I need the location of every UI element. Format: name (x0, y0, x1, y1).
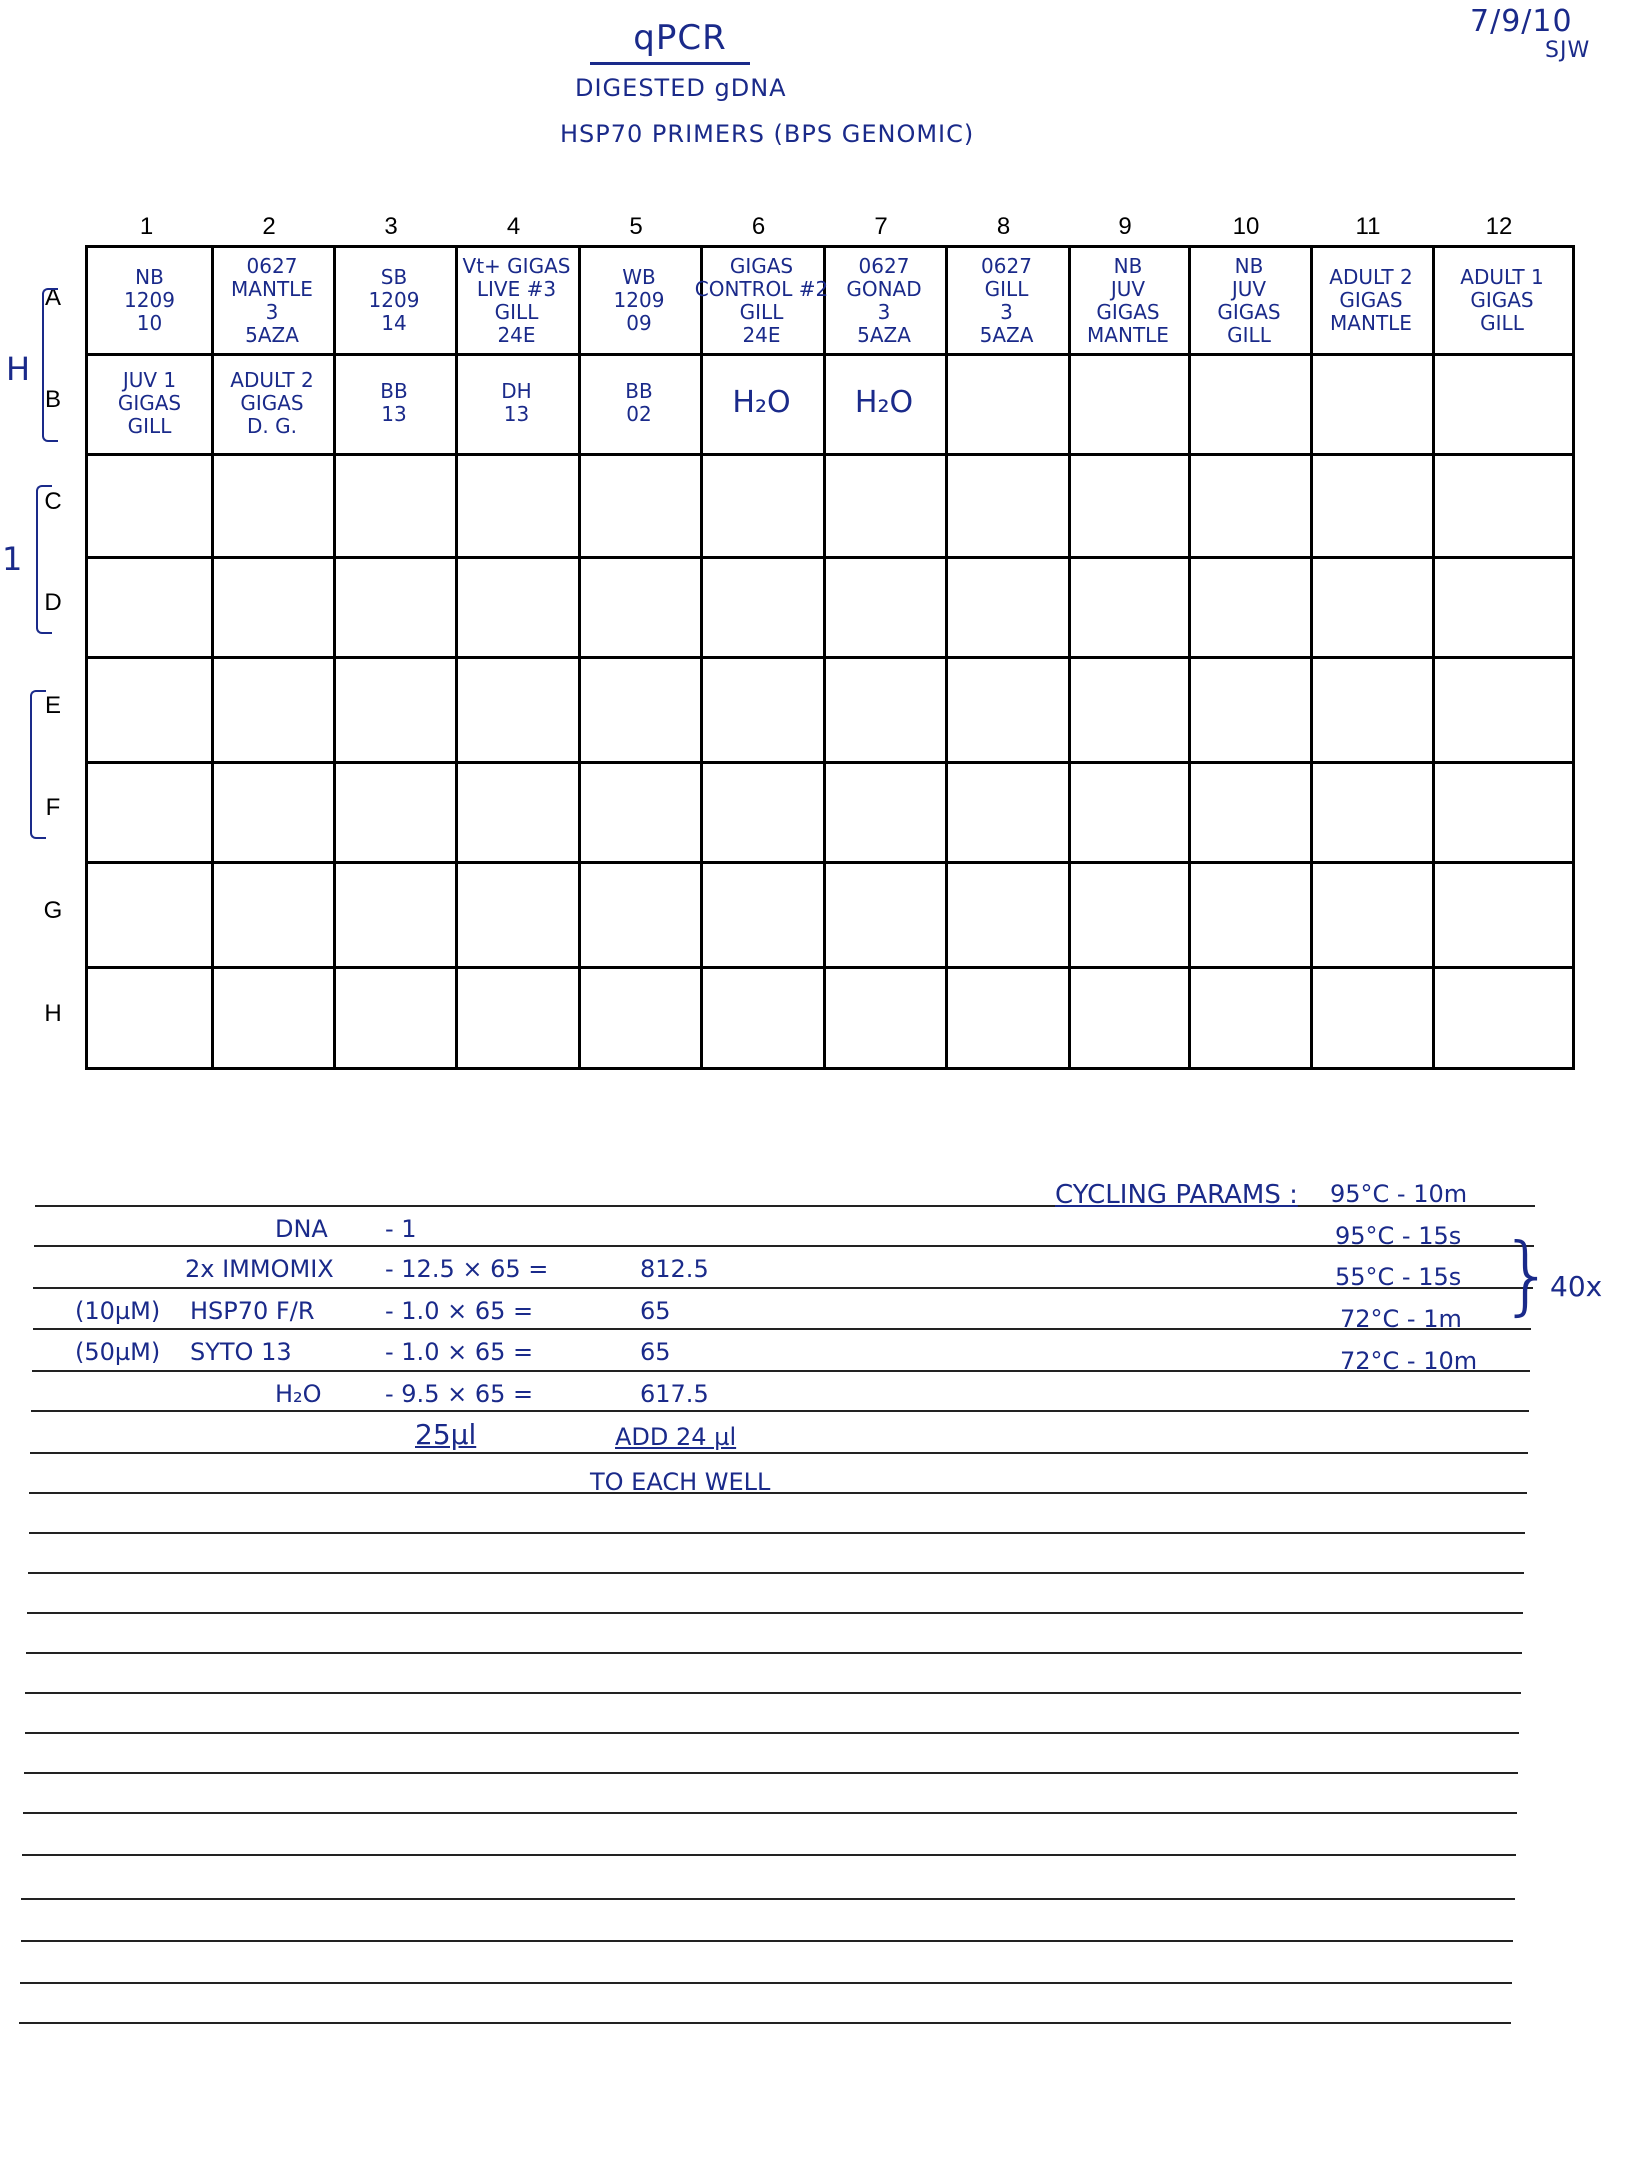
row-letter: A (44, 283, 61, 311)
well-label-line: 02 (626, 402, 652, 426)
well-label-line: BB (625, 379, 653, 403)
ruled-line (26, 1652, 1522, 1654)
grid-row-line (88, 966, 1572, 969)
well-label-line: JUV (1231, 276, 1267, 301)
well-label-line: GIGAS (1470, 288, 1534, 312)
well-label-line: 24E (742, 322, 781, 347)
recipe-note: TO EACH WELL (590, 1468, 771, 1496)
page-title: qPCR (633, 18, 727, 58)
well-label-line: 5AZA (857, 322, 911, 347)
well-label-line: GIGAS (117, 390, 182, 415)
ruled-line (32, 1370, 1530, 1372)
well-label-line: GILL (984, 276, 1029, 301)
grid-row-line (88, 556, 1572, 559)
row-letter: B (44, 386, 61, 413)
well-label-line: 13 (503, 402, 530, 426)
column-number: 10 (1232, 213, 1260, 240)
column-number: 4 (506, 213, 521, 240)
recipe-calculation: - 9.5 × 65 = (385, 1380, 534, 1408)
grid-row-line (88, 861, 1572, 864)
plate-layout-grid (85, 245, 1575, 1070)
well-label-line: BB (380, 379, 408, 403)
ruled-line (35, 1205, 1535, 1207)
ruled-line (22, 1854, 1516, 1856)
well-b4 (455, 353, 578, 453)
well-label-line: ADULT 2 (1329, 265, 1413, 289)
ruled-line (33, 1328, 1532, 1330)
row-letter: D (44, 589, 62, 616)
well-label-line: NB (1234, 253, 1264, 278)
well-label-line: 0627 (981, 253, 1032, 278)
column-number: 1 (139, 213, 154, 240)
ruled-line (20, 1982, 1512, 1984)
ruled-line (21, 1898, 1514, 1900)
bracket-rows-e-f (30, 690, 46, 839)
ruled-line (21, 1940, 1514, 1942)
well-a12 (1432, 248, 1572, 353)
cycle-repeat: 40x (1550, 1270, 1603, 1303)
recipe-total: 65 (640, 1297, 671, 1325)
recipe-reagent: 2x IMMOMIX (185, 1255, 334, 1283)
subtitle-digested-gdna: DIGESTED gDNA (575, 74, 787, 102)
subtitle-primers: HSP70 PRIMERS (BPS GENOMIC) (560, 120, 975, 148)
well-a9 (1068, 248, 1188, 353)
column-number: 5 (629, 213, 643, 240)
recipe-concentration: (10µM) (75, 1297, 161, 1325)
row-letter: H (44, 999, 62, 1027)
well-a7 (823, 248, 945, 353)
cycling-step: 72°C - 10m (1340, 1347, 1478, 1375)
recipe-total: 812.5 (640, 1255, 709, 1283)
well-label-line: 14 (381, 311, 407, 335)
bracket-rows-a-b (42, 288, 58, 442)
ruled-line (25, 1692, 1520, 1694)
column-number: 3 (384, 213, 398, 240)
well-label-line: ADULT 1 (1460, 265, 1544, 289)
initials: SJW (1545, 38, 1591, 63)
row-letter: F (45, 794, 61, 821)
date: 7/9/10 (1470, 4, 1573, 39)
well-label-line: GIGAS (729, 253, 794, 278)
bracket-rows-c-d (36, 485, 52, 634)
well-label-line: MANTLE (1330, 311, 1412, 335)
ruled-line (30, 1452, 1528, 1454)
well-label-line: CONTROL #2 (694, 276, 829, 301)
well-b2 (211, 353, 333, 453)
well-a6 (694, 248, 829, 353)
well-label-line: NB (1113, 253, 1143, 278)
bracket-label-1: 1 (2, 540, 24, 578)
well-label-line: GIGAS (1339, 288, 1403, 312)
ruled-line (29, 1492, 1526, 1494)
well-label-line: GILL (494, 299, 539, 324)
well-b5 (578, 353, 700, 453)
well-label-line: JUV 1 (122, 367, 177, 392)
well-label-line: ADULT 2 (230, 367, 314, 392)
recipe-reagent: H₂O (275, 1380, 322, 1408)
well-label-line: GILL (739, 299, 784, 324)
grid-row-line (88, 656, 1572, 659)
ruled-line (24, 1772, 1518, 1774)
well-label-line: 1209 (124, 288, 175, 312)
well-b3 (333, 353, 455, 453)
well-label-line: H₂O (732, 384, 791, 420)
well-label-line: GILL (1480, 311, 1524, 335)
row-letter: E (44, 691, 61, 719)
recipe-reagent: SYTO 13 (190, 1338, 292, 1366)
recipe-concentration: (50µM) (75, 1338, 161, 1366)
grid-row-line (88, 453, 1572, 456)
recipe-calculation: - 1.0 × 65 = (385, 1297, 534, 1325)
column-number: 2 (262, 213, 276, 240)
well-a3 (333, 248, 455, 353)
well-a11 (1310, 248, 1432, 353)
column-number: 7 (874, 213, 888, 240)
well-label-line: H₂O (854, 384, 914, 420)
well-label-line: 1209 (613, 288, 665, 312)
well-label-line: GILL (1227, 322, 1271, 347)
well-label-line: 24E (497, 322, 536, 347)
well-b7 (823, 353, 945, 453)
recipe-calculation: - 1 (385, 1215, 417, 1243)
ruled-line (19, 2022, 1511, 2024)
bracket-label-h: H (6, 350, 32, 388)
cycling-step: 55°C - 15s (1335, 1263, 1462, 1291)
ruled-line (25, 1732, 1520, 1734)
well-label-line: NB (135, 265, 164, 289)
well-label-line: 5AZA (979, 322, 1034, 347)
recipe-add-volume: ADD 24 µl (615, 1423, 737, 1451)
recipe-reagent: DNA (275, 1215, 328, 1243)
well-label-line: 13 (381, 402, 407, 426)
row-letter: G (43, 896, 63, 924)
column-number: 9 (1118, 213, 1132, 240)
well-label-line: 0627 (246, 253, 298, 278)
well-a2 (211, 248, 333, 353)
ruled-line (28, 1572, 1524, 1574)
ruled-line (31, 1410, 1529, 1412)
column-number: 11 (1355, 213, 1381, 240)
ruled-line (27, 1612, 1523, 1614)
well-label-line: 5AZA (245, 322, 299, 347)
recipe-calculation: - 1.0 × 65 = (385, 1338, 534, 1366)
grid-row-line (88, 761, 1572, 764)
well-a4 (455, 248, 578, 353)
column-number: 12 (1485, 213, 1513, 240)
well-label-line: JUV (1110, 276, 1146, 301)
well-label-line: 0627 (858, 253, 910, 278)
well-label-line: 3 (1000, 299, 1013, 324)
well-label-line: D. G. (247, 413, 297, 438)
row-letter: C (44, 487, 62, 515)
well-label-line: 1209 (368, 288, 420, 312)
well-label-line: DH (501, 379, 532, 403)
well-a1 (88, 248, 211, 353)
ruled-line (33, 1287, 1532, 1289)
well-label-line: Vt+ GIGAS (462, 253, 571, 278)
cycling-params-label: CYCLING PARAMS : (1055, 1180, 1298, 1210)
well-label-line: WB (622, 265, 656, 289)
column-number: 8 (996, 213, 1011, 240)
well-b6 (700, 353, 823, 453)
column-number: 6 (751, 213, 766, 240)
cycling-step: 95°C - 10m (1330, 1180, 1468, 1208)
recipe-total-volume: 25µl (415, 1418, 477, 1451)
well-label-line: MANTLE (231, 276, 313, 301)
well-label-line: GIGAS (240, 390, 304, 415)
well-label-line: SB (380, 265, 408, 289)
well-label-line: GILL (127, 413, 172, 438)
ruled-line (29, 1532, 1526, 1534)
well-label-line: 3 (877, 299, 891, 324)
cycle-brace: } (1500, 1225, 1555, 1325)
well-a10 (1188, 248, 1310, 353)
ruled-line (23, 1812, 1517, 1814)
well-b1 (88, 353, 211, 453)
well-label-line: GIGAS (1217, 299, 1281, 324)
ruled-line (34, 1245, 1534, 1247)
recipe-calculation: - 12.5 × 65 = (385, 1255, 549, 1283)
well-label-line: GIGAS (1096, 299, 1160, 324)
well-label-line: GONAD (846, 276, 922, 301)
title-underline (590, 62, 750, 65)
well-label-line: MANTLE (1087, 322, 1169, 347)
recipe-total: 65 (640, 1338, 671, 1366)
recipe-reagent: HSP70 F/R (190, 1297, 315, 1325)
well-a8 (945, 248, 1068, 353)
well-label-line: 09 (626, 311, 652, 335)
well-label-line: 3 (265, 299, 279, 324)
cycling-step: 72°C - 1m (1340, 1305, 1462, 1333)
recipe-total: 617.5 (640, 1380, 709, 1408)
well-label-line: LIVE #3 (476, 276, 557, 301)
cycling-step: 95°C - 15s (1335, 1222, 1462, 1250)
well-a5 (578, 248, 700, 353)
well-label-line: 10 (136, 311, 163, 335)
